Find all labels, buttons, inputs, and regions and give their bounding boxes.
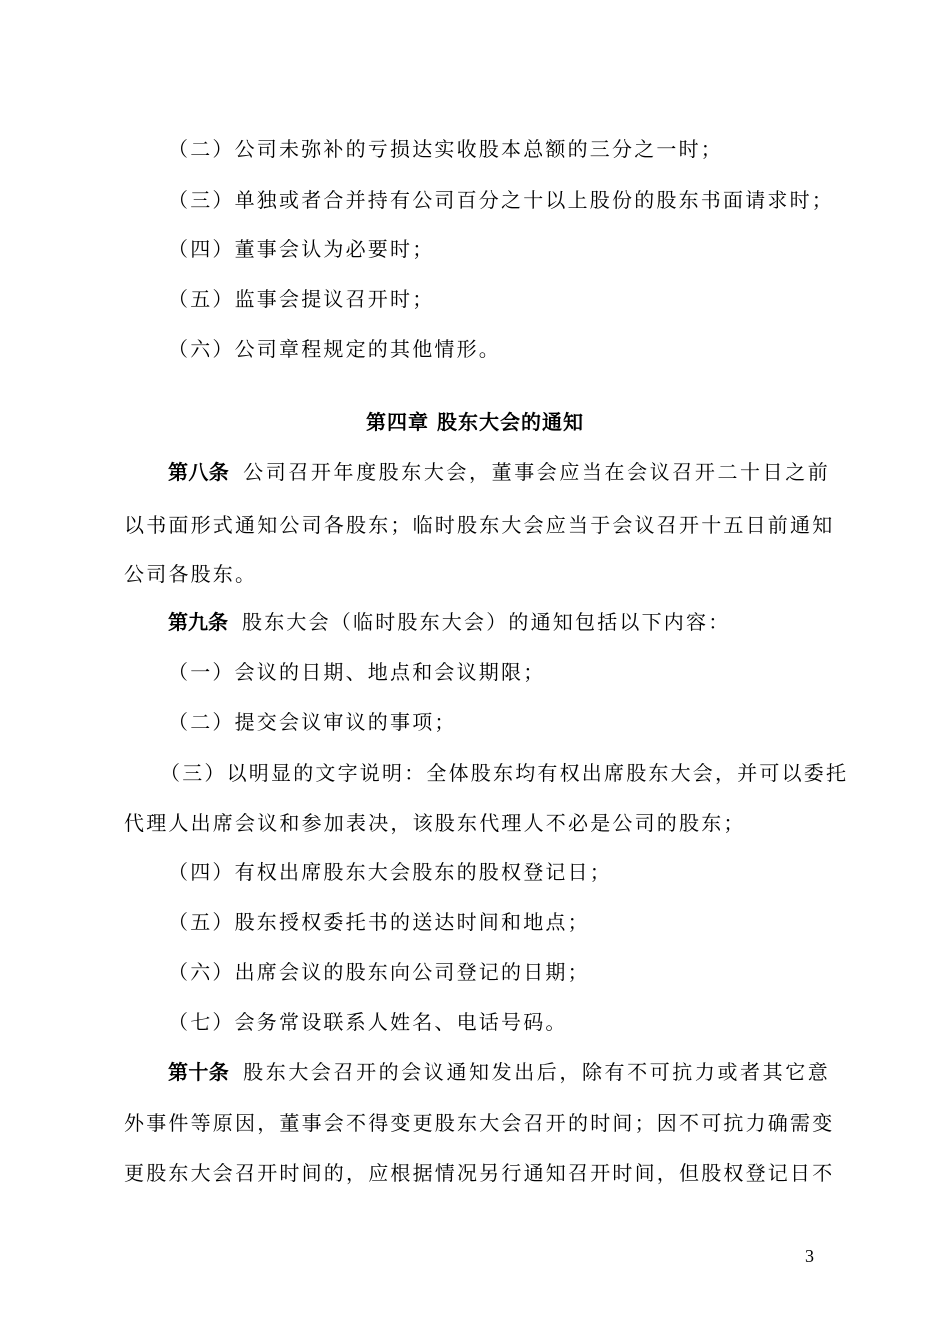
list-item: （五）股东授权委托书的送达时间和地点； [168,910,590,934]
list-item: （三）单独或者合并持有公司百分之十以上股份的股东书面请求时； [168,188,834,212]
chapter-title: 第四章 股东大会的通知 [366,410,584,434]
list-item: （六）公司章程规定的其他情形。 [168,337,501,361]
article-8-line-2: 以书面形式通知公司各股东；临时股东大会应当于会议召开十五日前通知 [124,513,835,537]
list-item-continuation: 代理人出席会议和参加表决，该股东代理人不必是公司的股东； [124,811,746,835]
article-label: 第八条 [168,460,230,484]
article-label: 第九条 [168,610,228,634]
list-item: （四）有权出席股东大会股东的股权登记日； [168,860,612,884]
article-text: 股东大会召开的会议通知发出后，除有不可抗力或者其它意 [243,1060,831,1084]
article-8-line-3: 公司各股东。 [124,562,258,586]
list-item: （三）以明显的文字说明：全体股东均有权出席股东大会，并可以委托 [160,761,849,785]
list-item: （七）会务常设联系人姓名、电话号码。 [168,1010,568,1034]
list-item: （五）监事会提议召开时； [168,287,435,311]
article-label: 第十条 [168,1060,230,1084]
list-item: （一）会议的日期、地点和会议期限； [168,660,546,684]
article-10-line-1 [168,1057,830,1087]
page-number: 3 [805,1246,814,1266]
list-item: （四）董事会认为必要时； [168,237,435,261]
list-item: （六）出席会议的股东向公司登记的日期； [168,960,590,984]
article-text: 股东大会（临时股东大会）的通知包括以下内容： [242,610,731,634]
article-text: 公司召开年度股东大会，董事会应当在会议召开二十日之前 [243,460,831,484]
article-10-line-2: 外事件等原因，董事会不得变更股东大会召开的时间；因不可抗力确需变 [124,1111,835,1135]
list-item: （二）公司未弥补的亏损达实收股本总额的三分之一时； [168,137,723,161]
article-8-line-1 [168,457,830,487]
list-item: （二）提交会议审议的事项； [168,710,457,734]
article-10-line-3: 更股东大会召开时间的，应根据情况另行通知召开时间，但股权登记日不 [124,1161,835,1185]
article-9-line-1 [168,607,830,637]
